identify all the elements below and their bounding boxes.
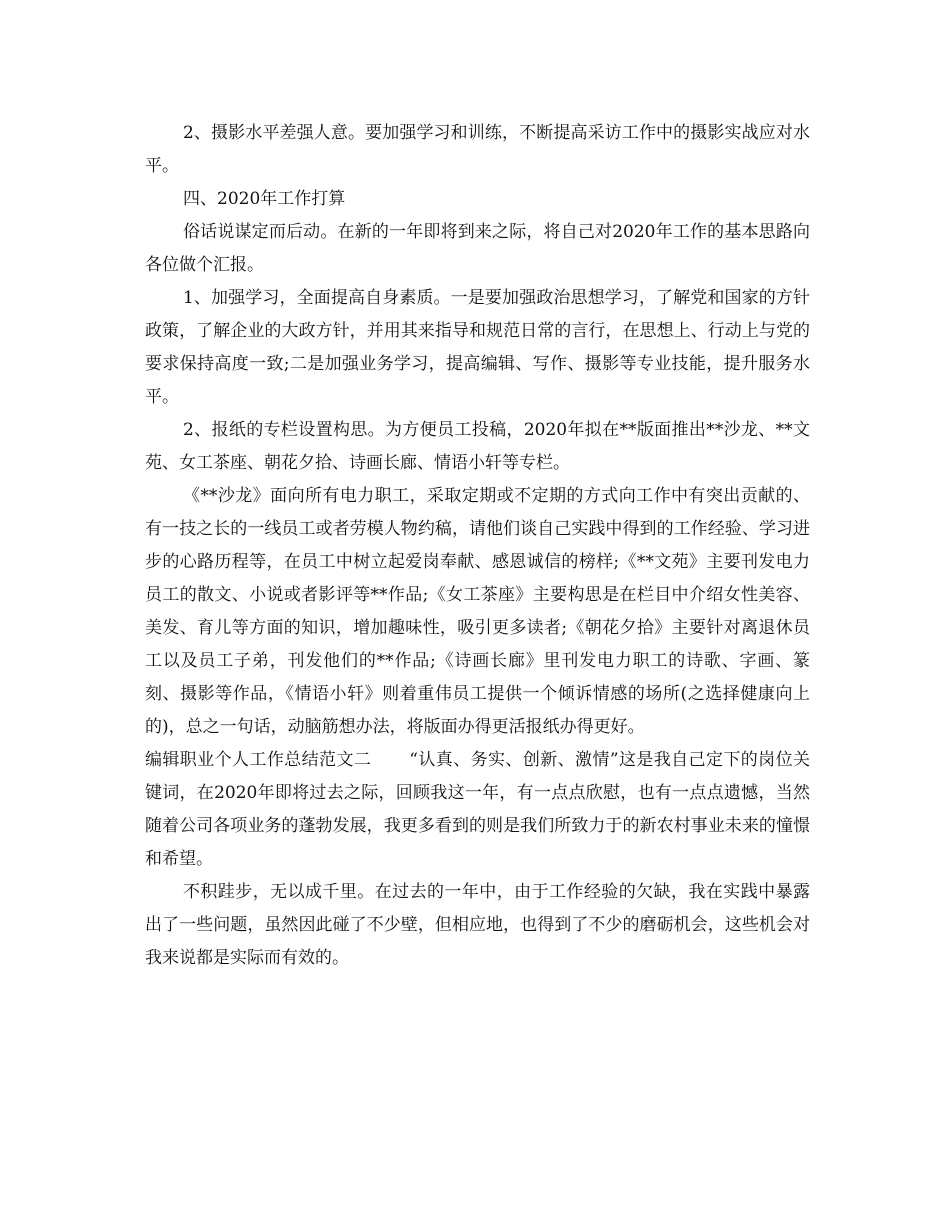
paragraph-strengthen-learning: 1、加强学习，全面提高自身素质。一是要加强政治思想学习，了解党和国家的方针政策，了解企业的大政方针，并用其来指导和规范日常的言行，在思想上、行动上与党的要求保持高度一致;二是加强业务学习，提高编辑、写作、摄影等专业技能，提升服务水平。	[145, 288, 810, 407]
paragraph-photography-level: 2、摄影水平差强人意。要加强学习和训练，不断提高采访工作中的摄影实战应对水平。	[145, 123, 810, 176]
paragraph-sample-two	[145, 744, 810, 876]
sample-two-title: 编辑职业个人工作总结范文二	[145, 750, 372, 770]
sample-two-body: “认真、务实、创新、激情”这是我自己定下的岗位关键词，在2020年即将过去之际，回顾我这一年，有一点点欣慰，也有一点点遗憾，当然随着公司各项业务的蓬勃发展，我更多看到的则是我们所致力于的新农村事业未来的憧憬和希望。	[145, 750, 810, 869]
paragraph-experience: 不积跬步，无以成千里。在过去的一年中，由于工作经验的欠缺，我在实践中暴露出了一些问题，虽然因此碰了不少壁，但相应地，也得到了不少的磨砺机会，这些机会对我来说都是实际而有效的。	[145, 882, 810, 968]
document-page	[145, 117, 810, 975]
paragraph-column-details: 《**沙龙》面向所有电力职工，采取定期或不定期的方式向工作中有突出贡献的、有一技之长的一线员工或者劳模人物约稿，请他们谈自己实践中得到的工作经验、学习进步的心路历程等，在员工中树立起爱岗奉献、感恩诚信的榜样;《**文苑》主要刊发电力员工的散文、小说或者影评等**作品;《女工茶座》主要构思是在栏目中介绍女性美容、美发、育儿等方面的知识，增加趣味性，吸引更多读者;《朝花夕拾》主要针对离退休员工以及员工子弟，刊发他们的**作品;《诗画长廊》里刊发电力职工的诗歌、字画、篆刻、摄影等作品，《情语小轩》则着重伟员工提供一个倾诉情感的场所(之选择健康向上的)，总之一句话，动脑筋想办法，将版面办得更活报纸办得更好。	[145, 486, 810, 737]
section-heading-2020-plan: 四、2020年工作打算	[183, 189, 346, 209]
paragraph-column-plan: 2、报纸的专栏设置构思。为方便员工投稿，2020年拟在**版面推出**沙龙、**文苑、女工茶座、朝花夕拾、诗画长廊、情语小轩等专栏。	[145, 420, 810, 473]
paragraph-plan-intro: 俗话说谋定而后动。在新的一年即将到来之际，将自己对2020年工作的基本思路向各位做个汇报。	[145, 222, 810, 275]
